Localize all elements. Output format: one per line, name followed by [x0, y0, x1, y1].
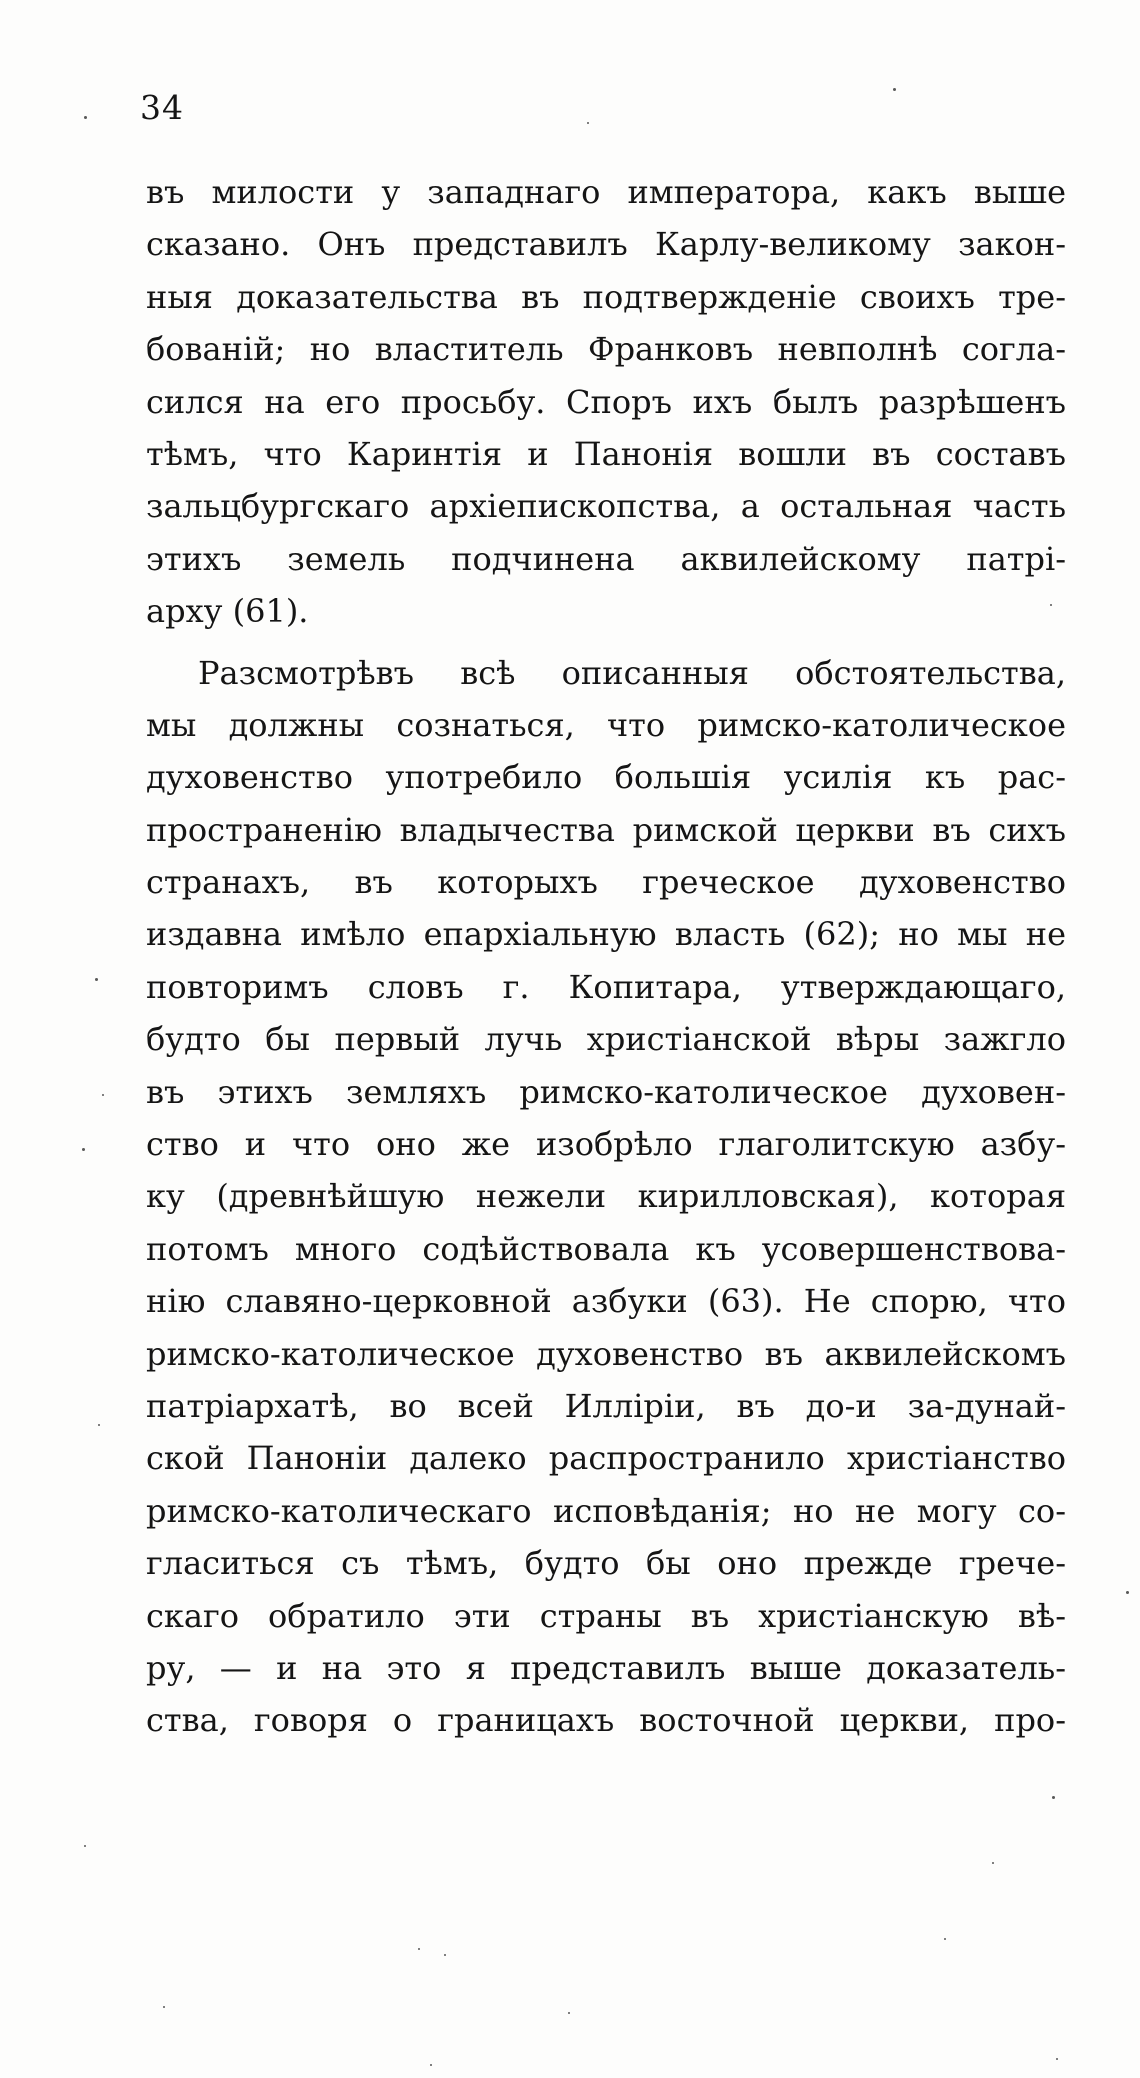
text-line: сказано. Онъ представилъ Карлу-великому закон- [146, 225, 1066, 264]
text-line: этихъ земель подчинена аквилейскому патрі- [146, 539, 1066, 578]
text-line: римско-католическаго исповѣданія; но не могу со- [146, 1491, 1066, 1530]
text-line: будто бы первый лучь христіанской вѣры зажгло [146, 1020, 1066, 1059]
text-line: странахъ, въ которыхъ греческое духовенство [146, 863, 1066, 902]
scan-speck [1056, 2058, 1058, 2060]
scan-speck [1050, 604, 1052, 606]
text-line: повторимъ словъ г. Копитара, утверждающаго, [146, 967, 1066, 1006]
text-line: тѣмъ, что Каринтія и Панонія вошли въ составъ [146, 434, 1066, 473]
text-line: зальцбургскаго архіепископства, а остальная часть [146, 487, 1066, 526]
text-line: ру, — и на это я представилъ выше доказатель- [146, 1648, 1066, 1687]
scan-speck [587, 122, 589, 124]
text-line: нію славяно-церковной азбуки (63). Не спорю, что [146, 1282, 1066, 1321]
paragraph-1 [146, 166, 1066, 638]
text-line: Разсмотрѣвъ всѣ описанныя обстоятельства, [198, 653, 1066, 692]
scan-speck [95, 978, 98, 981]
scan-speck [163, 2006, 165, 2008]
scan-speck [893, 88, 896, 91]
scan-speck [1126, 1591, 1129, 1594]
text-line: ство и что оно же изобрѣло глаголитскую азбу- [146, 1125, 1066, 1164]
text-line: римско-католическое духовенство въ аквилейскомъ [146, 1334, 1066, 1373]
text-line: въ этихъ земляхъ римско-католическое духовен- [146, 1072, 1066, 1111]
scan-speck [430, 2064, 432, 2066]
scan-speck [84, 116, 87, 119]
text-line: въ милости у западнаго императора, какъ выше [146, 173, 1066, 211]
text-line: ской Паноніи далеко распространило христіанство [146, 1439, 1066, 1478]
text-line: пространенію владычества римской церкви въ сихъ [146, 810, 1066, 849]
text-line: арху (61). [146, 592, 309, 631]
paragraph-spacer [146, 638, 1066, 647]
scan-speck [418, 1948, 420, 1950]
text-line: сился на его просьбу. Споръ ихъ былъ разрѣшенъ [146, 382, 1066, 421]
scan-speck [444, 1954, 446, 1956]
text-line: бованій; но властитель Франковъ невполнѣ согла- [146, 330, 1066, 369]
scan-speck [992, 1862, 994, 1864]
text-line: мы должны сознаться, что римско-католическое [146, 705, 1066, 744]
scan-speck [944, 1938, 946, 1940]
scan-speck [1052, 1796, 1055, 1799]
text-line: духовенство употребило большія усилія къ рас- [146, 758, 1066, 797]
text-line: скаго обратило эти страны въ христіанскую вѣ- [146, 1596, 1066, 1635]
scan-speck [98, 1424, 100, 1426]
scan-speck [568, 2012, 570, 2014]
text-line: патріархатѣ, во всей Илліріи, въ до-и за-дунай- [146, 1386, 1066, 1425]
text-line: ныя доказательства въ подтвержденіе своихъ тре- [146, 277, 1066, 316]
page-number: 34 [140, 88, 184, 127]
scan-speck [84, 1845, 86, 1847]
text-line: издавна имѣло епархіальную власть (62); но мы не [146, 915, 1066, 954]
text-line: гласиться съ тѣмъ, будто бы оно прежде грече- [146, 1544, 1066, 1583]
text-line: ства, говоря о границахъ восточной церкви, про- [146, 1701, 1066, 1740]
scan-speck [102, 1094, 104, 1096]
body-text [146, 166, 1066, 1747]
paragraph-2 [146, 647, 1066, 1747]
scan-speck [82, 1148, 85, 1151]
text-line: потомъ много содѣйствовала къ усовершенствова- [146, 1229, 1066, 1268]
text-line: ку (древнѣйшую нежели кирилловская), которая [146, 1177, 1066, 1216]
